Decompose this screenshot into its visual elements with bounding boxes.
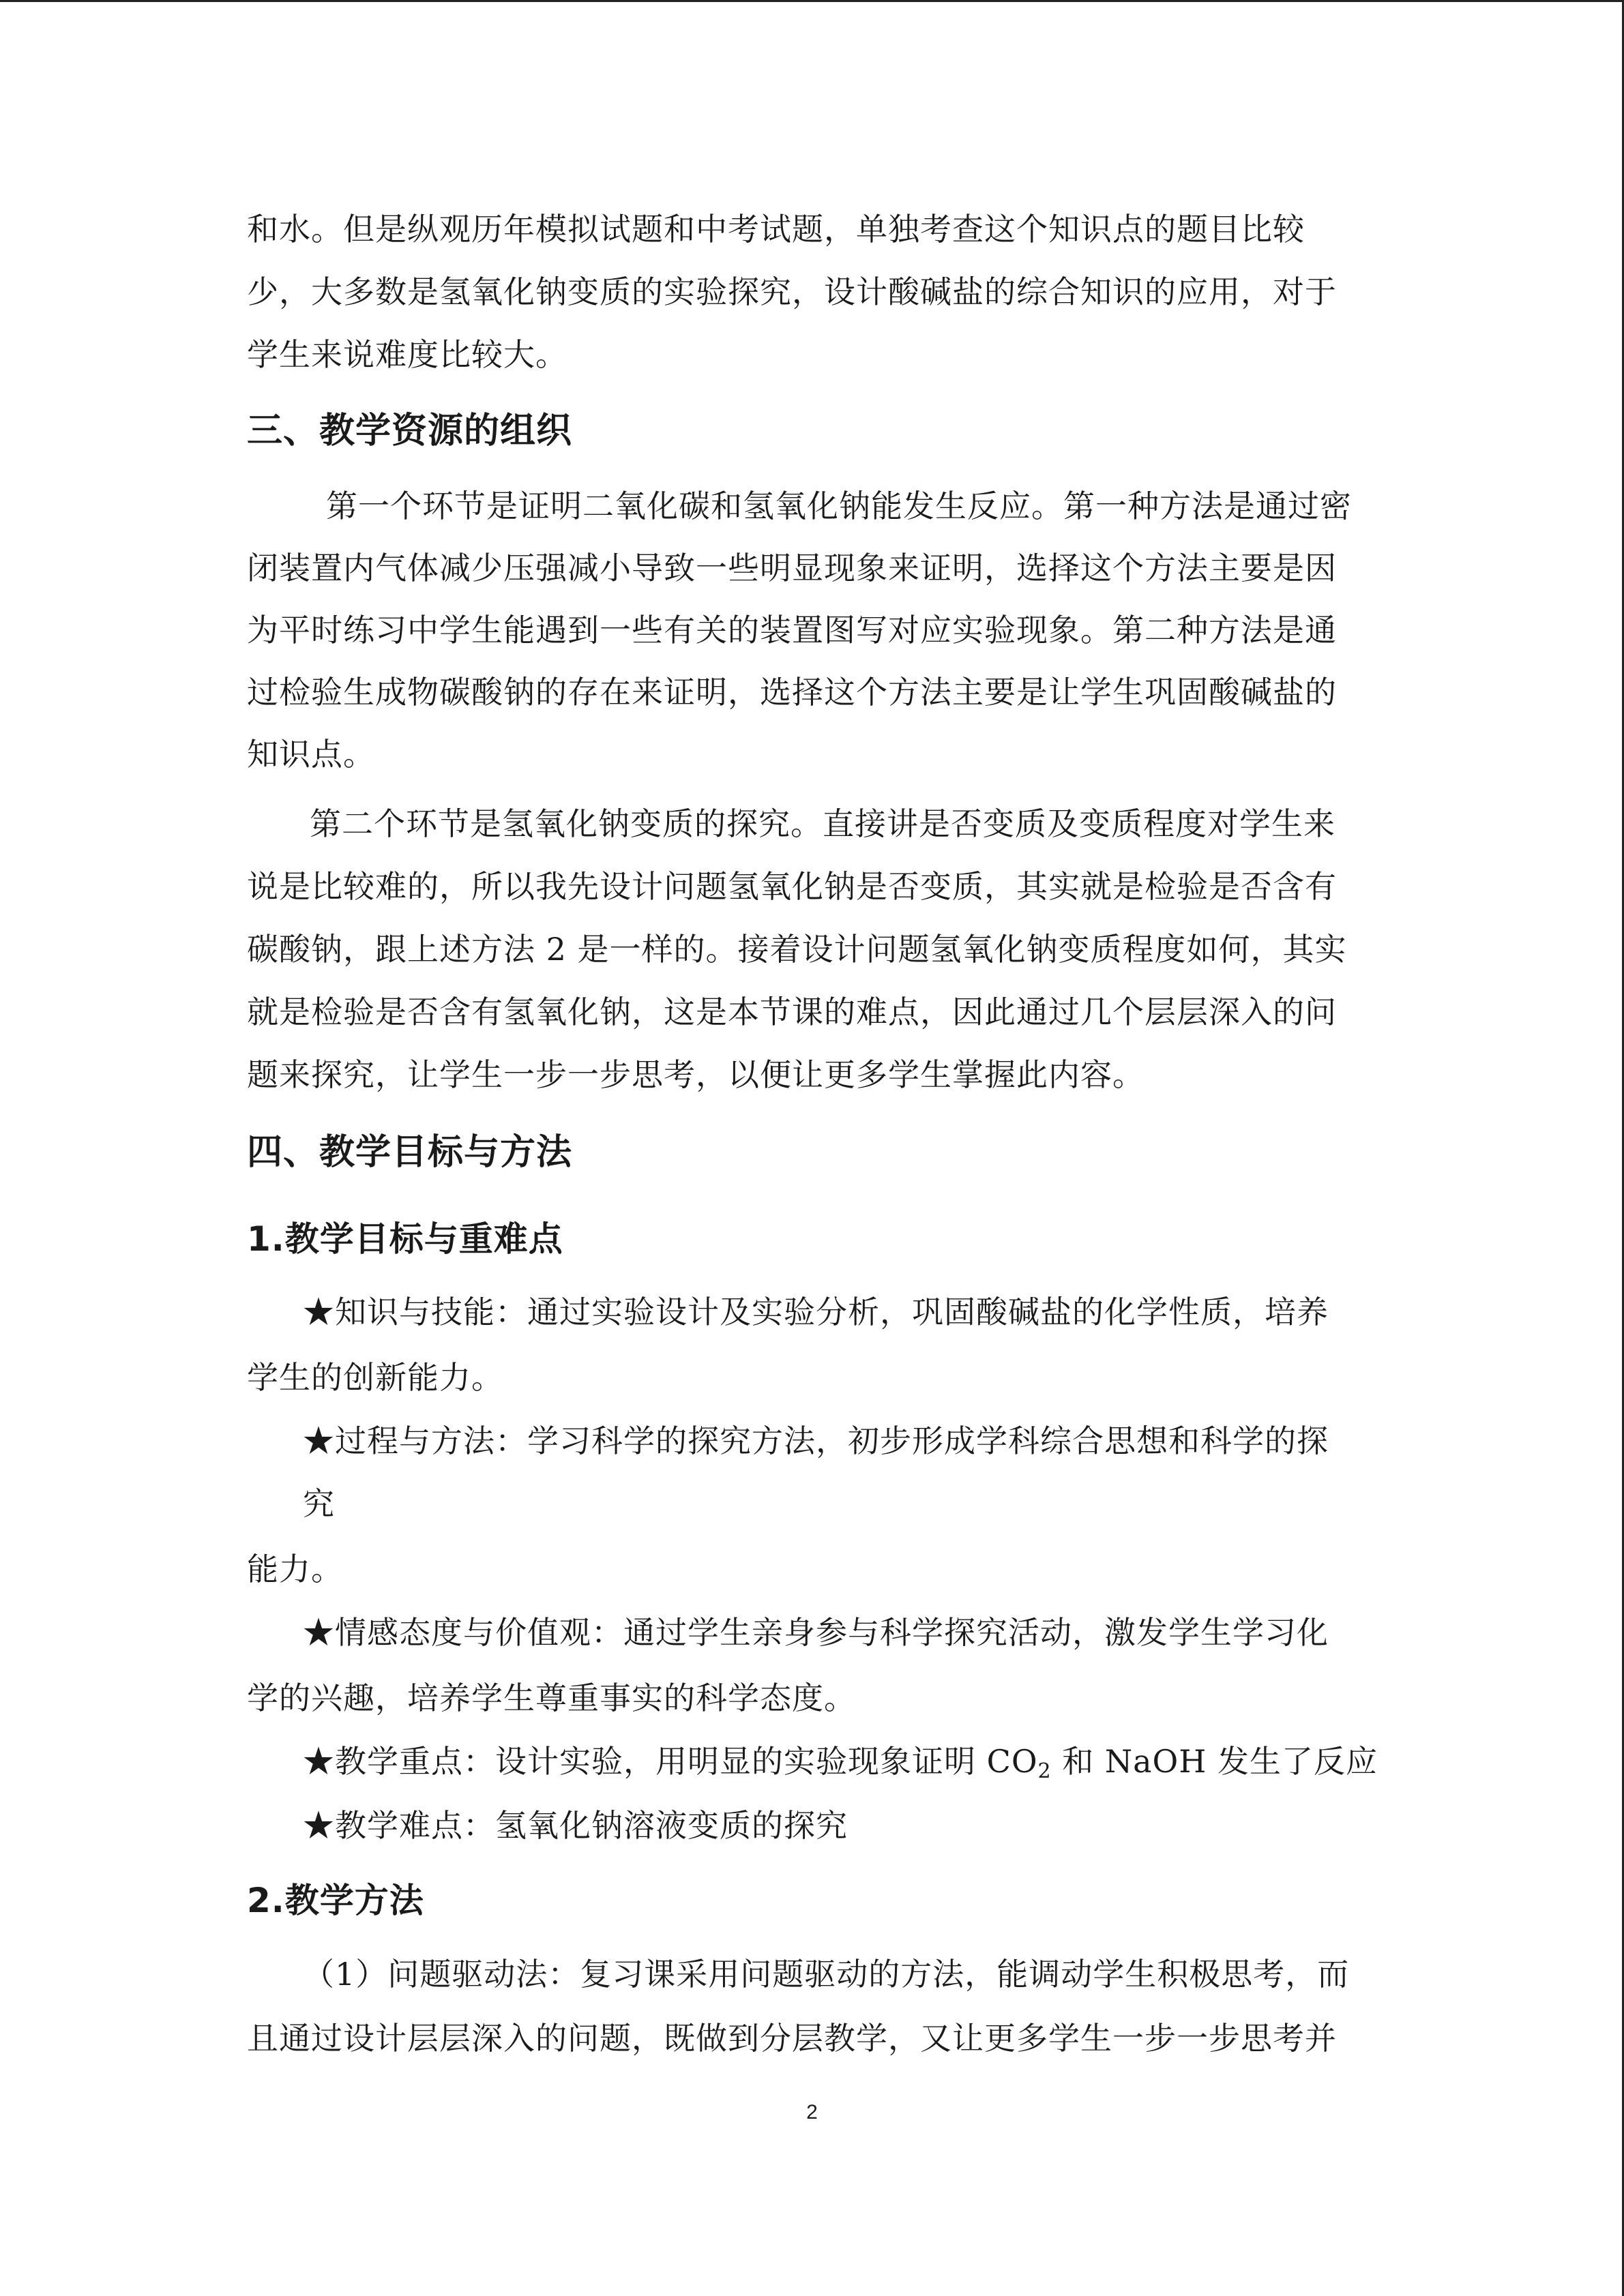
body-line: 第二个环节是氢氧化钠变质的探究。直接讲是否变质及变质程度对学生来 [310, 805, 1335, 842]
body-line: 碳酸钠，跟上述方法 2 是一样的。接着设计问题氢氧化钠变质程度如何，其实 [247, 931, 1347, 968]
body-line: 究 [303, 1485, 335, 1522]
body-line: 为平时练习中学生能遇到一些有关的装置图写对应实验现象。第二种方法是通 [247, 612, 1337, 648]
key-point-text: ★教学重点：设计实验，用明显的实验现象证明 CO [303, 1743, 1038, 1780]
body-line: 且通过设计层层深入的问题，既做到分层教学，又让更多学生一步一步思考并 [247, 2020, 1337, 2057]
body-line: 少，大多数是氢氧化钠变质的实验探究，设计酸碱盐的综合知识的应用，对于 [247, 273, 1337, 310]
page-number: 2 [806, 2101, 818, 2123]
body-line: 说是比较难的，所以我先设计问题氢氧化钠是否变质，其实就是检验是否含有 [247, 868, 1337, 905]
body-line: 过检验生成物碳酸钠的存在来证明，选择这个方法主要是让学生巩固酸碱盐的 [247, 674, 1337, 711]
subsection-heading: 1.教学目标与重难点 [247, 1219, 563, 1259]
body-line: 能力。 [247, 1551, 343, 1587]
body-line: 学生来说难度比较大。 [247, 336, 567, 373]
body-line: ★知识与技能：通过实验设计及实验分析，巩固酸碱盐的化学性质，培养 [303, 1294, 1329, 1330]
subsection-heading: 2.教学方法 [247, 1881, 424, 1920]
body-line: 学生的创新能力。 [247, 1359, 503, 1396]
page-top-border [0, 0, 1624, 2]
body-line: ★教学难点：氢氧化钠溶液变质的探究 [303, 1807, 848, 1844]
body-line: 第一个环节是证明二氧化碳和氢氧化钠能发生反应。第一种方法是通过密 [326, 488, 1352, 524]
body-line: ★情感态度与价值观：通过学生亲身参与科学探究活动，激发学生学习化 [303, 1614, 1329, 1651]
body-line: ★过程与方法：学习科学的探究方法，初步形成学科综合思想和科学的探 [303, 1422, 1329, 1459]
body-line: 就是检验是否含有氢氧化钠，这是本节课的难点，因此通过几个层层深入的问 [247, 994, 1337, 1030]
body-line: 闭装置内气体减少压强减小导致一些明显现象来证明，选择这个方法主要是因 [247, 550, 1337, 586]
body-line: 和水。但是纵观历年模拟试题和中考试题，单独考查这个知识点的题目比较 [247, 211, 1305, 248]
section-heading: 四、教学目标与方法 [247, 1132, 573, 1173]
key-point-line [303, 1741, 1378, 1792]
subscript-2: 2 [1037, 1759, 1052, 1783]
body-line: 知识点。 [247, 736, 375, 773]
section-heading: 三、教学资源的组织 [247, 411, 573, 451]
body-line: （1）问题驱动法：复习课采用问题驱动的方法，能调动学生积极思考，而 [303, 1956, 1350, 1993]
body-line: 题来探究，让学生一步一步思考，以便让更多学生掌握此内容。 [247, 1056, 1145, 1093]
body-line: 学的兴趣，培养学生尊重事实的科学态度。 [247, 1680, 856, 1716]
key-point-text-end: 和 NaOH 发生了反应 [1051, 1743, 1378, 1780]
